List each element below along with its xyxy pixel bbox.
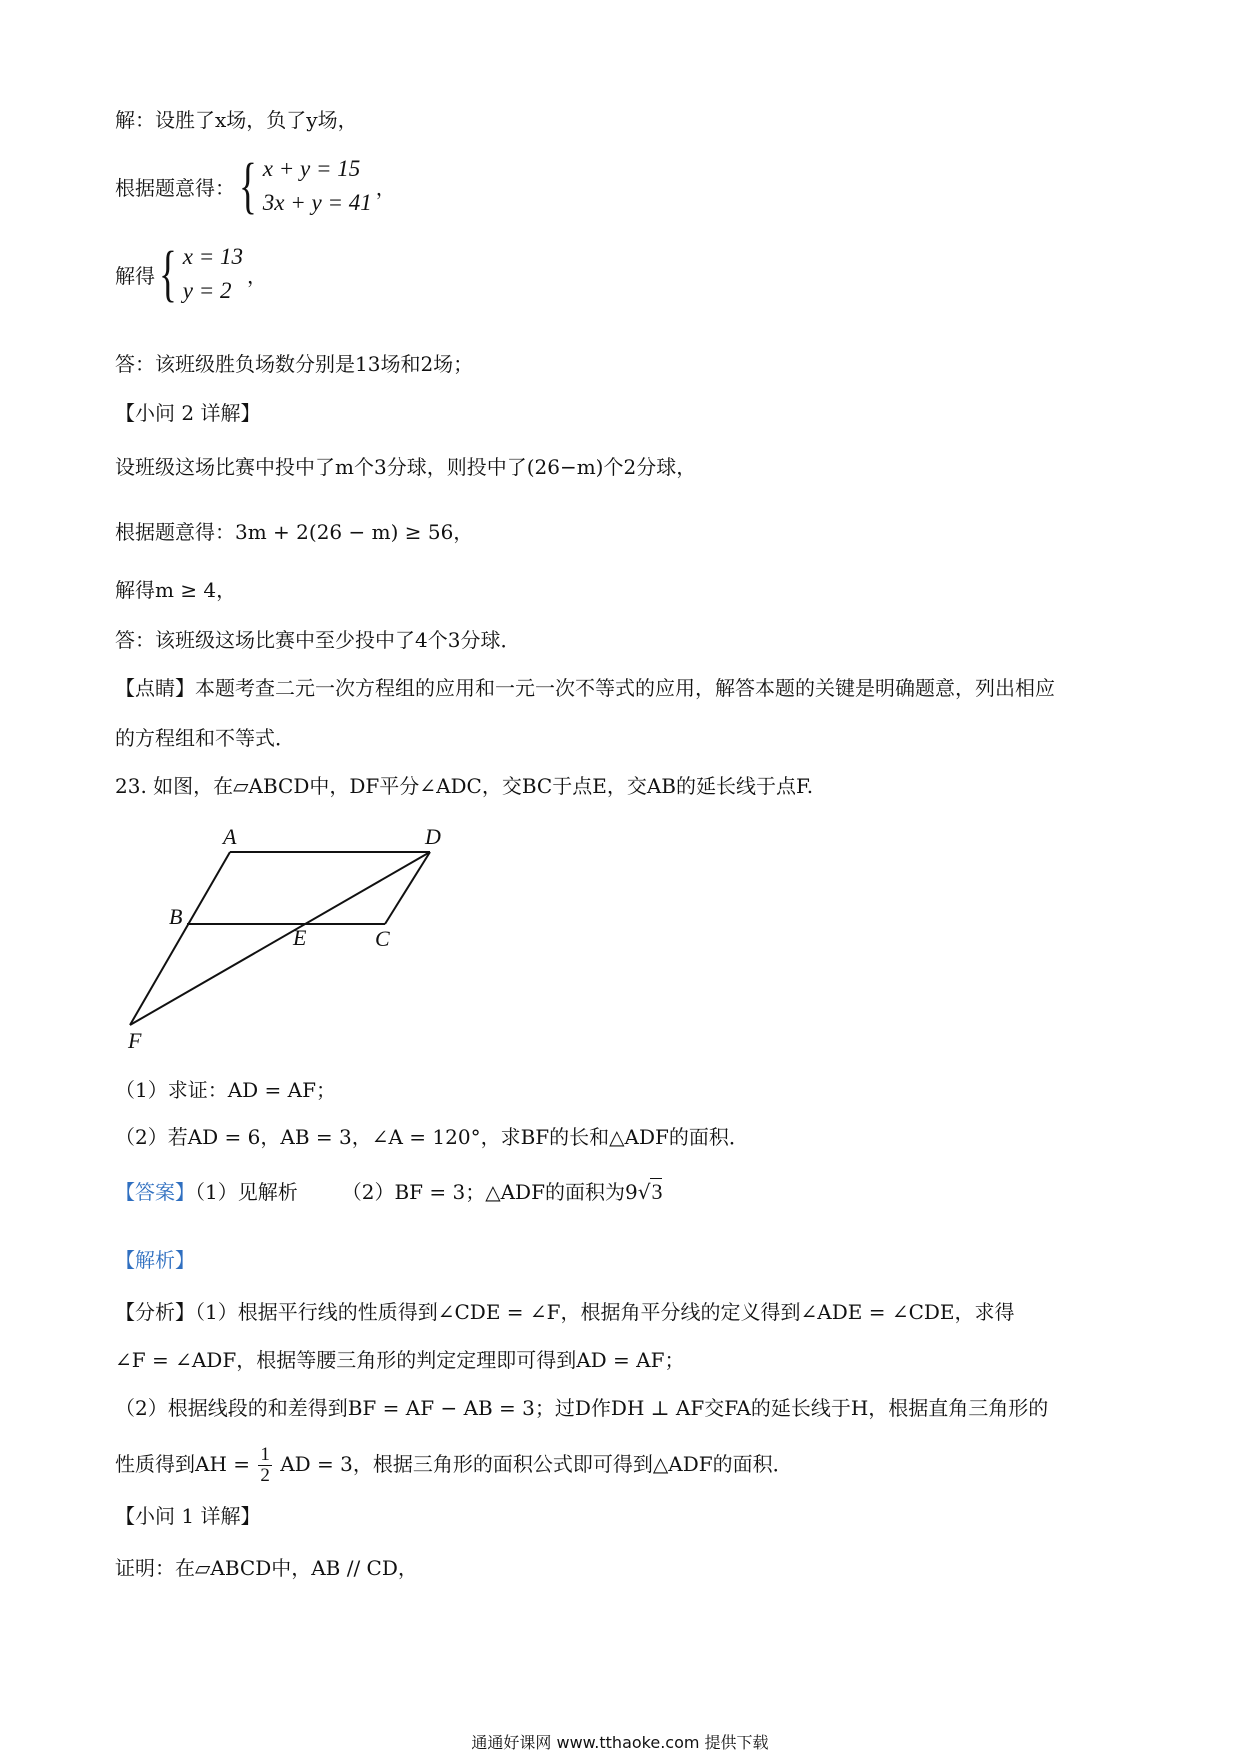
- label-c: C: [375, 926, 390, 951]
- equation: x + y = 15: [262, 156, 361, 181]
- analysis-tag: 【解析】: [115, 1248, 195, 1272]
- equation-system-2: [115, 240, 267, 308]
- text-line: 【分析】（1）根据平行线的性质得到∠CDE = ∠F，根据角平分线的定义得到∠ADE = ∠CDE，求得: [115, 1300, 1015, 1324]
- label-f: F: [128, 1028, 142, 1053]
- brace-icon: {: [238, 152, 257, 220]
- text-line: 答：该班级胜负场数分别是13场和2场；: [115, 352, 474, 376]
- label-e: E: [293, 925, 307, 950]
- text-line: 根据题意得：3m + 2(26 − m) ≥ 56，: [115, 520, 474, 544]
- equation: y = 2: [182, 278, 232, 303]
- section-heading: 【小问 2 详解】: [115, 401, 261, 425]
- section-heading: 【小问 1 详解】: [115, 1504, 261, 1528]
- text-line: ∠F = ∠ADF，根据等腰三角形的判定定理即可得到AD = AF；: [115, 1348, 685, 1372]
- equation: x = 13: [182, 244, 243, 269]
- label-b: B: [169, 904, 183, 929]
- sqrt-radicand: 3: [651, 1179, 663, 1204]
- text-line: 【点睛】本题考查二元一次方程组的应用和一元一次不等式的应用，解答本题的关键是明确题意，列出相应: [115, 676, 1055, 700]
- equation: 3x + y = 41: [262, 190, 372, 215]
- sqrt-icon: √: [637, 1180, 651, 1204]
- equation-system-1: [115, 152, 396, 220]
- text-prefix: 解得: [115, 263, 155, 288]
- subquestion-1: （1）求证：AD = AF；: [115, 1078, 336, 1102]
- answer-part-1: （1）见解析: [195, 1180, 298, 1204]
- answer-part-2: （2）BF = 3；△ADF的面积为9: [341, 1180, 638, 1204]
- label-d: D: [425, 824, 441, 849]
- text-line: 解得m ≥ 4，: [115, 578, 237, 602]
- fraction-denominator: 2: [260, 1465, 270, 1486]
- footer: 通通好课网 www.tthaoke.com 提供下载: [471, 1733, 769, 1752]
- text-line: 解：设胜了x场，负了y场，: [115, 108, 358, 132]
- parallelogram-figure: [115, 820, 475, 1060]
- text-prefix: 根据题意得：: [115, 175, 235, 200]
- comma: ，: [375, 175, 396, 200]
- text-line: 的方程组和不等式．: [115, 726, 295, 750]
- text-line: 设班级这场比赛中投中了m个3分球，则投中了(26−m)个2分球，: [115, 455, 697, 479]
- text-line: [115, 1445, 793, 1486]
- text-fragment: 性质得到AH =: [115, 1452, 250, 1476]
- answer-line: [115, 1180, 662, 1204]
- segment-af: [130, 852, 230, 1025]
- text-line: 答：该班级这场比赛中至少投中了4个3分球．: [115, 628, 521, 652]
- subquestion-2: （2）若AD = 6，AB = 3，∠A = 120°，求BF的长和△ADF的面积．: [115, 1125, 749, 1149]
- question-23: 23. 如图，在▱ABCD中，DF平分∠ADC，交BC于点E，交AB的延长线于点F.: [115, 774, 814, 798]
- answer-tag: 【答案】: [115, 1180, 195, 1204]
- text-fragment: AD = 3，根据三角形的面积公式即可得到△ADF的面积．: [280, 1452, 793, 1476]
- comma: ，: [247, 263, 267, 288]
- brace-icon: {: [158, 240, 177, 308]
- text-line: 证明：在▱ABCD中，AB // CD，: [115, 1556, 418, 1580]
- segment-dc: [385, 852, 430, 924]
- fraction: [258, 1445, 272, 1486]
- text-line: （2）根据线段的和差得到BF = AF − AB = 3；过D作DH ⊥ AF交FA的延长线于H，根据直角三角形的: [115, 1396, 1049, 1420]
- label-a: A: [223, 824, 237, 849]
- fraction-numerator: 1: [260, 1444, 270, 1465]
